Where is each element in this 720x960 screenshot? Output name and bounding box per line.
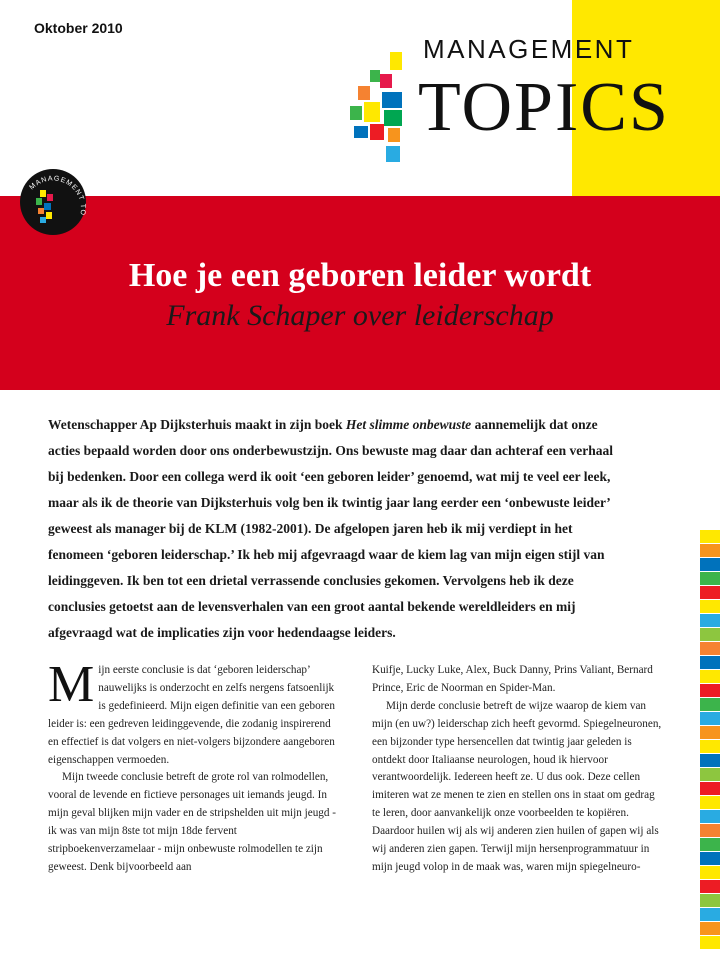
article-title: Hoe je een geboren leider wordt — [128, 257, 592, 294]
paragraph: Kuifje, Lucky Luke, Alex, Buck Danny, Prins Valiant, Bernard Prince, Eric de Noorman en Spider-Man. — [372, 664, 653, 694]
badge-text: MANAGEMENT TO — [28, 175, 87, 217]
brand-management: MANAGEMENT — [423, 34, 635, 64]
paragraph: Mijn eerste conclusie is dat ‘geboren leiderschap’ nauwelijks is onderzocht en zelfs nergens fatsoenlijk is gedefinieerd. Mijn eigen definitie van een geboren leider is: een gedreven leidinggevende, die zodanig inspirerend en effectief is dat volgers en niet-volgers bijzondere aangeboren eigenschappen vermoeden. — [48, 656, 335, 766]
issue-date: Oktober 2010 — [34, 20, 123, 36]
intro-text-1: Wetenschapper Ap Dijksterhuis maakt in zijn boek — [48, 417, 346, 432]
body-column-right — [372, 662, 662, 877]
article-heading — [0, 256, 720, 334]
body-column-left — [48, 656, 338, 877]
intro-text-2: aannemelijk dat onze acties bepaald worden door ons onderbewustzijn. Ons bewuste mag daar dan achteraf een verhaal bij bedenken. Door een collega werd ik ooit ‘een geboren leider’ genoemd, wat mij te veel eer leek, maar als ik de theorie van Dijksterhuis volg ben ik twintig jaar lang eerder een ‘onbewuste leider’ geweest als manager bij de KLM (1982-2001). De afgelopen jaren heb ik mij verdiept in het fenomeen ‘geboren leiderschap.’ Ik heb mij afgevraagd waar de kiem lag van mijn eigen stijl van leidinggeven. Ik ben tot een drietal verrassende conclusies gekomen. Vervolgens heb ik deze conclusies getoetst aan de levensverhalen van een groot aantal bekende wereldleiders en mij afgevraagd wat de implicaties zijn voor hedendaagse leiders. — [48, 417, 614, 640]
paragraph: Mijn tweede conclusie betreft de grote rol van rolmodellen, vooral de levende en fictieve personages uit iemands jeugd. In mijn geval blijken mijn vader en de stripshelden uit mijn jeugd - ik was van mijn 8ste tot mijn 18de fervent stripboekenverzamelaar - mijn onbewuste rolmodellen te zijn geweest. Denk bijvoorbeeld aan — [48, 771, 337, 873]
article-intro — [48, 412, 628, 646]
brand-logo-icon — [350, 52, 410, 164]
badge-logo-icon — [18, 160, 88, 244]
brand-topics: TOPICS — [418, 69, 670, 146]
drop-cap: M — [48, 656, 95, 713]
book-title: Het slimme onbewuste — [345, 417, 472, 432]
paragraph: Mijn derde conclusie betreft de wijze waarop de kiem van mijn (en uw?) leiderschap zich heeft gevormd. Spiegelneuronen, een bijzonder type hersencellen dat twintig jaar geleden is ontdekt door Italiaanse neurologen, houd ik hiervoor verantwoordelijk. Iedereen heeft ze. U dus ook. Deze cellen imiteren wat ze menen te zien en stellen ons in staat om gedrag te leren, door aanvankelijk onze voorbeelden te kopiëren. Daardoor huilen wij als wij anderen zien huilen of gapen wij als wij anderen zien gapen. Terwijl mijn hersenprogrammatuur in mijn jeugd volop in de maak was, waren mijn spiegelneuro- — [372, 699, 662, 873]
color-strip-decoration — [700, 530, 720, 960]
article-subtitle: Frank Schaper over leiderschap — [166, 299, 554, 332]
